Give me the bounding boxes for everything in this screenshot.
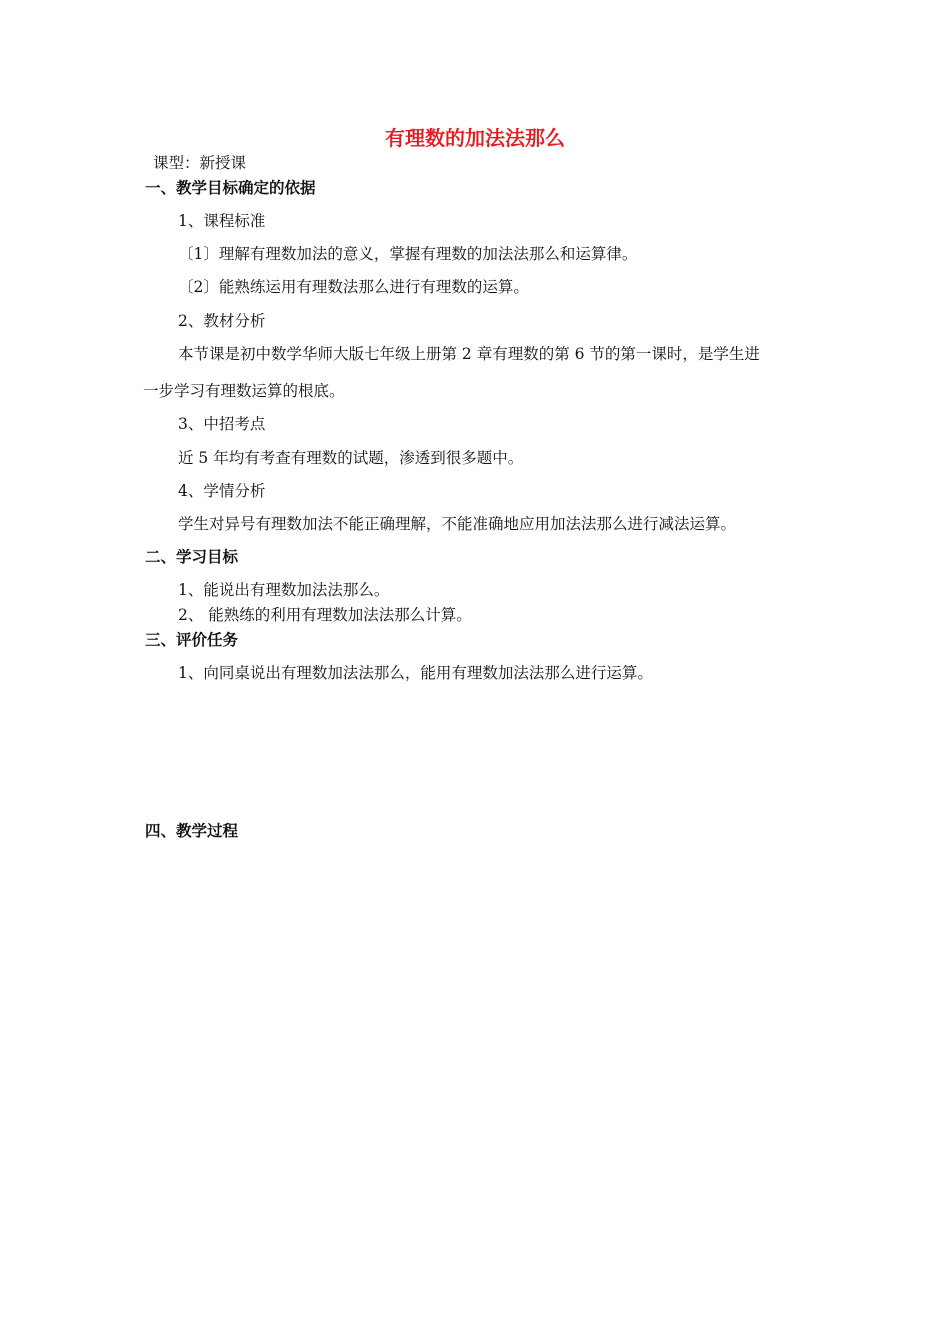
subsection-student-analysis: 4、学情分析 [178, 482, 266, 500]
section-4-heading: 四、教学过程 [145, 822, 239, 840]
exam-points-text: 近 5 年均有考查有理数的试题，渗透到很多题中。 [178, 449, 524, 467]
student-analysis-text: 学生对异号有理数加法不能正确理解，不能准确地应用加法法那么进行减法运算。 [178, 515, 737, 533]
section-3-heading: 三、评价任务 [145, 631, 239, 649]
learning-goal-1: 1、能说出有理数加法法那么。 [178, 581, 390, 599]
section-1-heading: 一、教学目标确定的依据 [145, 179, 316, 197]
textbook-analysis-line-2: 一步学习有理数运算的根底。 [143, 382, 345, 400]
curriculum-item-1: 〔1〕理解有理数加法的意义，掌握有理数的加法法那么和运算律。 [178, 245, 638, 263]
lesson-type: 课型：新授课 [153, 154, 247, 172]
section-2-heading: 二、学习目标 [145, 548, 239, 566]
learning-goal-2: 2、 能熟练的利用有理数加法法那么计算。 [178, 606, 472, 624]
document-title: 有理数的加法法那么 [385, 126, 565, 150]
subsection-textbook-analysis: 2、教材分析 [178, 312, 266, 330]
textbook-analysis-line-1: 本节课是初中数学华师大版七年级上册第 2 章有理数的第 6 节的第一课时，是学生进 [178, 345, 760, 363]
curriculum-item-2: 〔2〕能熟练运用有理数法那么进行有理数的运算。 [178, 278, 529, 296]
subsection-exam-points: 3、中招考点 [178, 415, 266, 433]
subsection-curriculum-standard: 1、课程标准 [178, 212, 266, 230]
evaluation-task-1: 1、向同桌说出有理数加法法那么，能用有理数加法法那么进行运算。 [178, 664, 653, 682]
